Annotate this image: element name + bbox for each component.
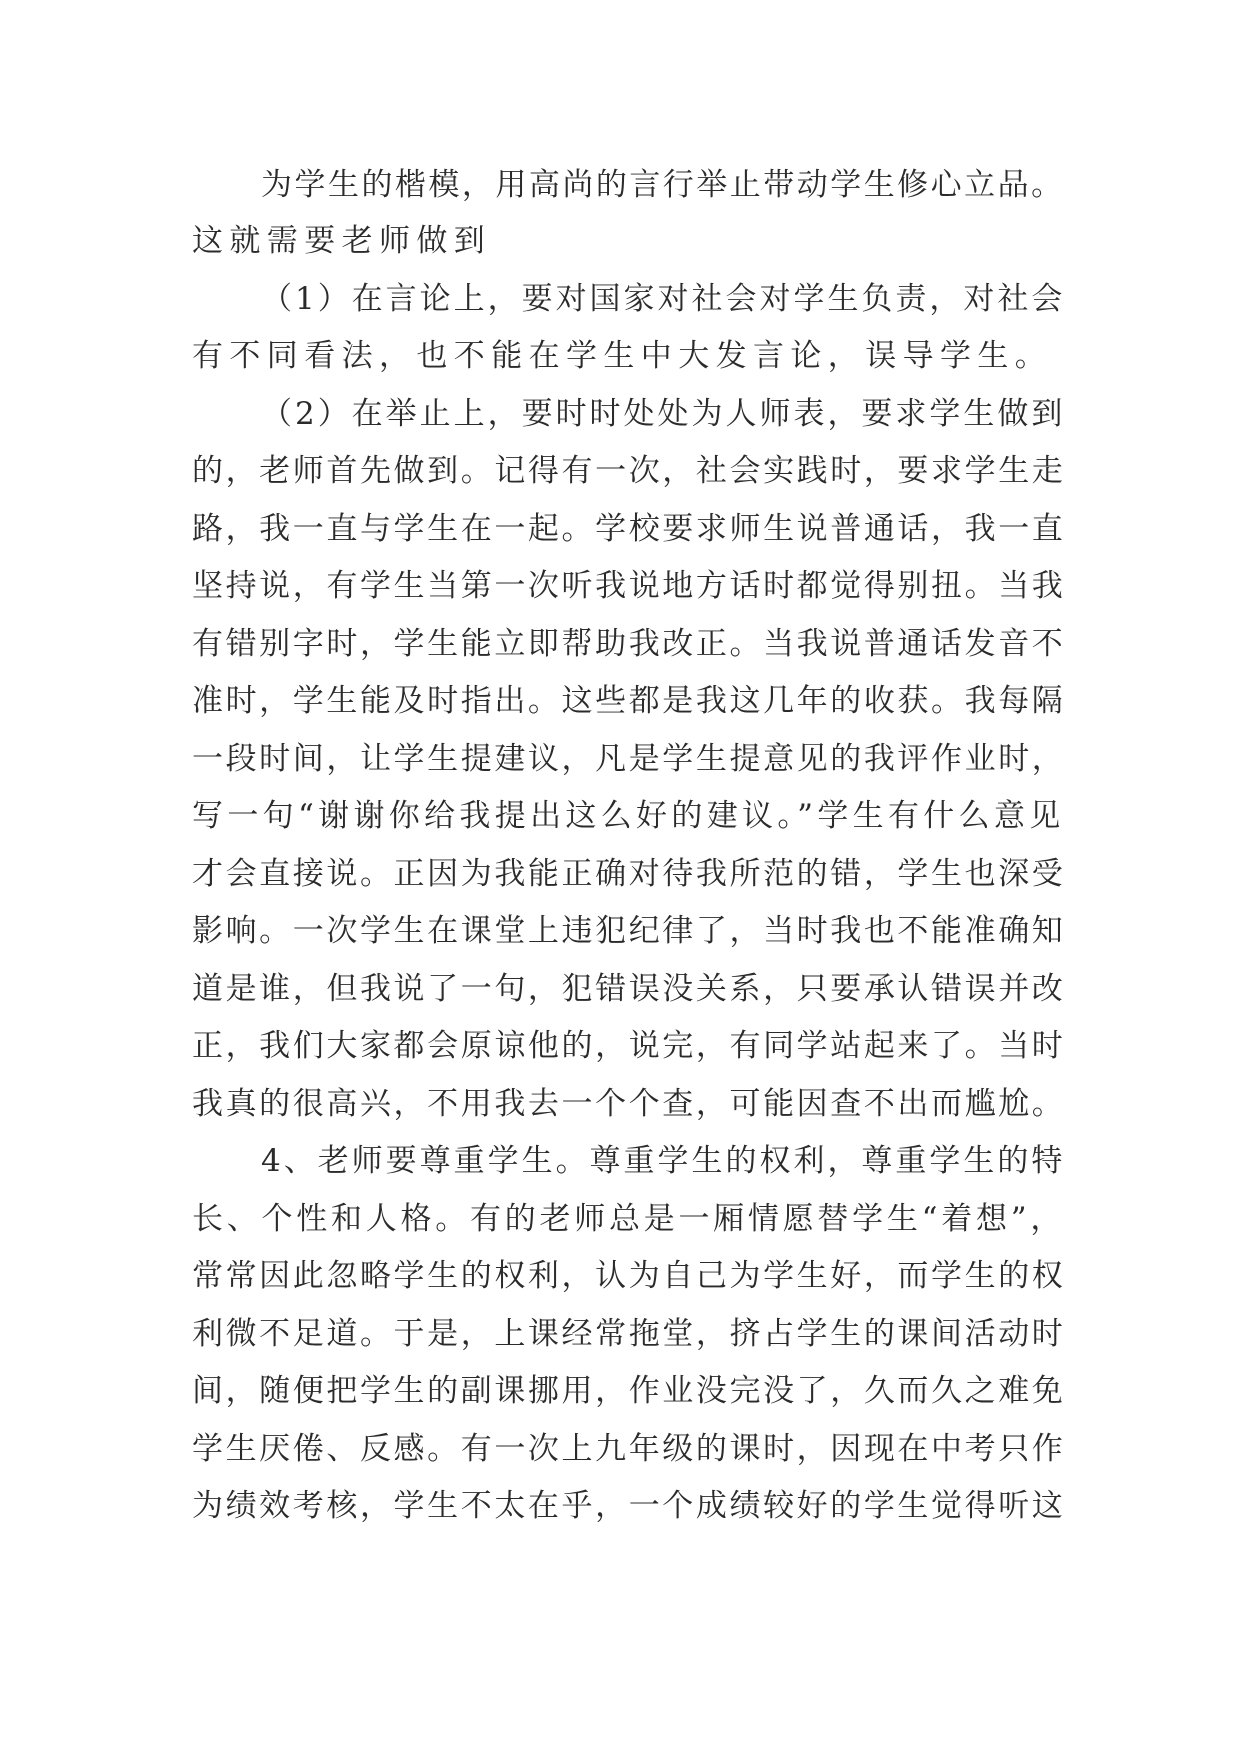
- text-line: 我真的很高兴，不用我去一个个查，可能因查不出而尴尬。: [192, 1086, 1066, 1122]
- text-line: 为绩效考核，学生不太在乎，一个成绩较好的学生觉得听这: [192, 1488, 1066, 1524]
- text-line: 影响。一次学生在课堂上违犯纪律了，当时我也不能准确知: [192, 913, 1066, 949]
- text-line: （1）在言论上，要对国家对社会对学生负责，对社会: [261, 281, 1066, 317]
- text-line: 利微不足道。于是，上课经常拖堂，挤占学生的课间活动时: [192, 1316, 1066, 1352]
- text-line: （2）在举止上，要时时处处为人师表，要求学生做到: [261, 396, 1066, 432]
- text-line: 一段时间，让学生提建议，凡是学生提意见的我评作业时，: [192, 741, 1066, 777]
- text-line: 长、个性和人格。有的老师总是一厢情愿替学生“着想”，: [192, 1201, 1066, 1237]
- text-line: 间，随便把学生的副课挪用，作业没完没了，久而久之难免: [192, 1373, 1066, 1409]
- text-line: 有错别字时，学生能立即帮助我改正。当我说普通话发音不: [192, 626, 1066, 662]
- text-line: 道是谁，但我说了一句，犯错误没关系，只要承认错误并改: [192, 971, 1066, 1007]
- text-line: 正，我们大家都会原谅他的，说完，有同学站起来了。当时: [192, 1028, 1066, 1064]
- text-line: 有不同看法，也不能在学生中大发言论，误导学生。: [192, 338, 1053, 374]
- text-line: 4、老师要尊重学生。尊重学生的权利，尊重学生的特: [261, 1143, 1066, 1179]
- text-line: 坚持说，有学生当第一次听我说地方话时都觉得别扭。当我: [192, 568, 1066, 604]
- text-line: 学生厌倦、反感。有一次上九年级的课时，因现在中考只作: [192, 1431, 1066, 1467]
- text-line: 路，我一直与学生在一起。学校要求师生说普通话，我一直: [192, 511, 1066, 547]
- text-line: 才会直接说。正因为我能正确对待我所范的错，学生也深受: [192, 856, 1066, 892]
- text-line: 准时，学生能及时指出。这些都是我这几年的收获。我每隔: [192, 683, 1066, 719]
- text-line: 写一句“谢谢你给我提出这么好的建议。”学生有什么意见: [192, 798, 1065, 834]
- text-line: 的，老师首先做到。记得有一次，社会实践时，要求学生走: [192, 453, 1066, 489]
- text-line: 常常因此忽略学生的权利，认为自己为学生好，而学生的权: [192, 1258, 1066, 1294]
- text-line: 为学生的楷模，用高尚的言行举止带动学生修心立品。: [261, 167, 1065, 203]
- text-line: 这就需要老师做到: [192, 223, 492, 259]
